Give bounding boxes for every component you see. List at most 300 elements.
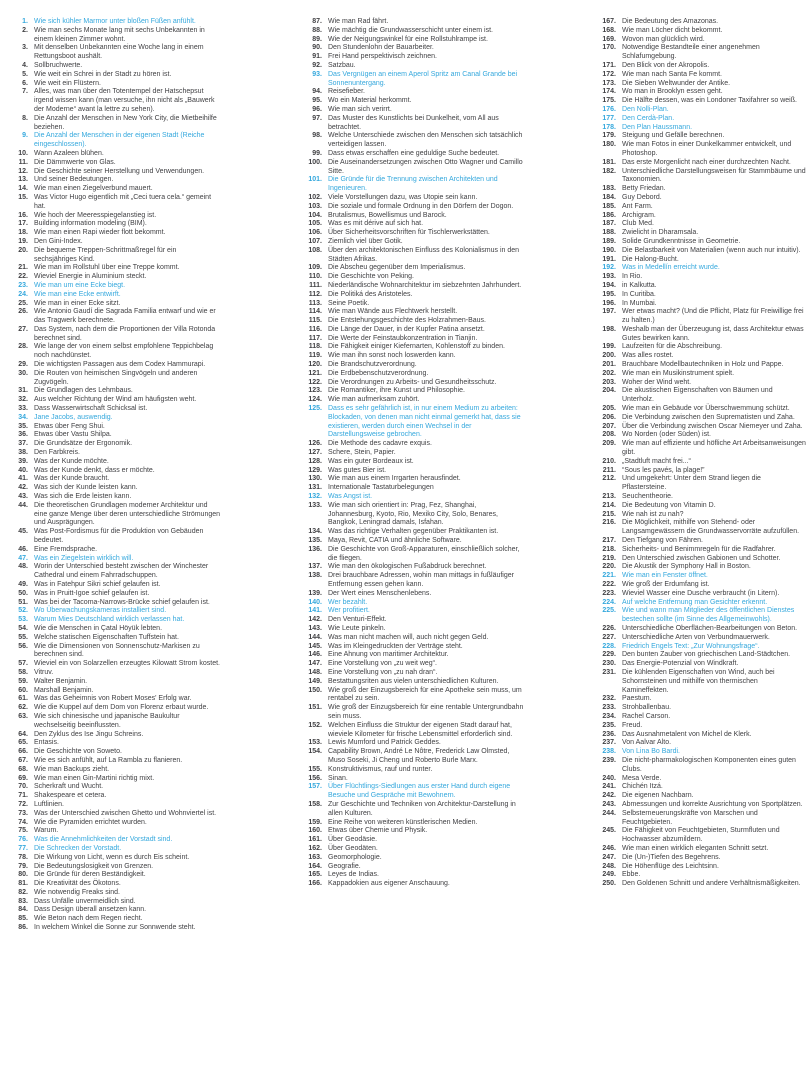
item-text: Wie die Pyramiden errichtet wurden. [34,818,147,826]
item-text: Scherkraft und Wucht. [34,783,104,791]
list-item [592,871,806,880]
list-item [298,563,524,572]
list-item [4,739,220,748]
list-item [298,159,524,177]
item-number: 227. [602,633,616,641]
item-number: 209. [602,440,616,448]
item-number: 141. [308,607,322,615]
item-number: 44. [18,501,28,509]
item-text: Der Wert eines Menschenlebens. [328,589,432,597]
item-number: 64. [18,730,28,738]
list-item [298,643,524,652]
item-number: 95. [312,97,322,105]
item-text: Shakespeare et cetera. [34,792,107,800]
item-text: Leyes de Indias. [328,871,379,879]
list-item [592,757,806,775]
list-item [298,590,524,599]
item-number: 168. [602,26,616,34]
item-number: 166. [308,880,322,888]
item-number: 234. [602,712,616,720]
list-item [298,871,524,880]
list-item-link[interactable] [4,414,220,423]
item-text: Wie es sich anfühlt, auf La Rambla zu flanieren. [34,756,183,764]
list-item [4,423,220,432]
list-item-link[interactable] [592,115,806,124]
item-number: 236. [602,730,616,738]
item-text: Brauchbare Modellbautechniken in Holz und Pappe. [622,361,784,369]
list-item [4,775,220,784]
item-number: 60. [18,686,28,694]
list-item [4,898,220,907]
item-text[interactable]: Die Anzahl der Menschen in der eigenen Stadt (Reiche eingeschlossen). [34,132,205,149]
item-number: 41. [18,475,28,483]
item-number: 130. [308,475,322,483]
list-item [592,713,806,722]
list-item [298,528,524,537]
list-item [592,80,806,89]
item-number: 20. [18,246,28,254]
item-number: 230. [602,660,616,668]
item-text[interactable]: Wie man ein Fenster öffnet. [622,572,708,580]
list-item-link[interactable] [592,599,806,608]
item-text: Wie die Kuppel auf dem Dom von Florenz erbaut wurde. [34,704,209,712]
list-item [298,106,524,115]
item-text: Laufzeiten für die Abschreibung. [622,343,723,351]
list-item-link[interactable] [4,18,220,27]
item-text: Die Fähigkeit einiger Kiefernarten, Kohlenstoff zu binden. [328,343,505,351]
item-text: Seuchentheorie. [622,493,673,501]
item-text: Wie weit ein Flüstern. [34,79,101,87]
item-text: Reisefieber. [328,88,365,96]
item-text[interactable]: Jane Jacobs, auswendig. [34,413,113,421]
item-text: Dass etwas erschaffen eine geduldige Suche bedeutet. [328,149,500,157]
list-item [592,27,806,36]
list-item-link[interactable] [4,555,220,564]
item-number: 128. [308,457,322,465]
item-text[interactable]: Den Plan Haussmann. [622,123,693,131]
item-number: 90. [312,44,322,52]
item-number: 201. [602,361,616,369]
list-item [592,36,806,45]
item-number: 101. [308,176,322,184]
item-number: 70. [18,783,28,791]
list-item-link[interactable] [298,405,524,440]
list-item-link[interactable] [592,748,806,757]
list-item-link[interactable] [298,71,524,89]
item-text: Was ein guter Bordeaux ist. [328,457,414,465]
item-number: 195. [602,290,616,298]
item-number: 179. [602,132,616,140]
list-item [4,581,220,590]
list-item [4,748,220,757]
list-column-3 [592,18,806,889]
list-item [298,53,524,62]
item-text[interactable]: Was Angst ist. [328,493,373,501]
item-text[interactable]: Auf welche Entfernung man Gesichter erkennt. [622,598,768,606]
list-item [4,863,220,872]
item-number: 108. [308,246,322,254]
item-number: 250. [602,880,616,888]
list-item [4,757,220,766]
item-number: 205. [602,405,616,413]
item-number: 165. [308,871,322,879]
list-item-link[interactable] [4,607,220,616]
list-item-link[interactable] [4,845,220,854]
list-item [298,115,524,133]
item-text: Wie lange der von einem selbst empfohlene Teppichbelag noch nachdünstet. [34,343,214,360]
item-text: Das erste Morgenlicht nach einer durchzechten Nacht. [622,158,791,166]
list-item-link[interactable] [592,124,806,133]
list-item [592,282,806,291]
list-item [592,326,806,344]
item-number: 191. [602,255,616,263]
item-text[interactable]: Dass es sehr gefährlich ist, in nur einem Medium zu arbeiten: Blockaden, von denen man nicht einmal gemerkt hat, dass sie existieren, werden durch einen Wechsel in der Darstellungsweise gebrochen. [328,405,521,439]
list-item [592,695,806,704]
list-item [298,801,524,819]
list-item-link[interactable] [592,572,806,581]
item-text: Solide Grundkenntnisse in Geometrie. [622,237,741,245]
item-text[interactable]: Das Vergnügen an einem Aperol Spritz am Canal Grande bei Sonnenuntergang. [328,70,518,87]
item-text: Dass Design überall ansetzen kann. [34,906,147,914]
list-item [298,229,524,238]
list-item [592,256,806,265]
item-text[interactable]: Die Schrecken der Vorstadt. [34,844,122,852]
item-text: Was in Pruitt-Igoe schief gelaufen ist. [34,589,150,597]
item-number: 23. [18,281,28,289]
item-text: Was es mit dérive auf sich hat. [328,220,424,228]
list-item [4,449,220,458]
item-number: 53. [18,616,28,624]
item-number: 134. [308,528,322,536]
item-number: 132. [308,493,322,501]
list-item-link[interactable] [592,643,806,652]
list-item [298,97,524,106]
list-item [592,854,806,863]
list-item [592,405,806,414]
item-number: 75. [18,827,28,835]
item-number: 173. [602,79,616,87]
item-text: Das System, nach dem die Proportionen der Villa Rotonda berechnet sind. [34,325,216,342]
item-text: Die Anzahl der Menschen in New York City, die Mietbeihilfe beziehen. [34,114,217,131]
list-item [4,528,220,546]
item-number: 156. [308,774,322,782]
item-number: 220. [602,563,616,571]
item-text: Die eigenen Nachbarn. [622,792,694,800]
item-text[interactable]: Wie sich kühler Marmor unter bloßen Füßen anfühlt. [34,18,196,25]
item-number: 235. [602,721,616,729]
item-number: 94. [312,88,322,96]
item-number: 123. [308,387,322,395]
item-number: 172. [602,70,616,78]
item-text[interactable]: Warum Mies Deutschland wirklich verlassen hat. [34,616,185,624]
item-number: 214. [602,501,616,509]
item-number: 3. [22,44,28,52]
item-number: 25. [18,299,28,307]
item-number: 98. [312,132,322,140]
item-text: Worin der Unterschied besteht zwischen der Winchester Cathedral und einem Fahrradschuppen. [34,563,209,580]
item-text[interactable]: Wer bezahlt. [328,598,368,606]
item-text: Den Gini-Index. [34,237,83,245]
list-item [298,660,524,669]
item-text[interactable]: Die Gründe für die Trennung zwischen Architekten und Ingenieuren. [328,176,498,193]
list-item [592,563,806,572]
item-text[interactable]: Wer profitiert. [328,607,370,615]
item-number: 83. [18,897,28,905]
item-number: 207. [602,422,616,430]
item-text: Die Sieben Weltwunder der Antike. [622,79,731,87]
list-item [298,458,524,467]
item-text: Sinan. [328,774,348,782]
item-text: Was der Kunde braucht. [34,475,110,483]
list-item [592,634,806,643]
list-item [592,300,806,309]
item-text: Wie man in einer Ecke sitzt. [34,299,121,307]
item-number: 245. [602,827,616,835]
item-text: Rachel Carson. [622,712,671,720]
item-number: 109. [308,264,322,272]
list-item [592,423,806,432]
list-item [4,827,220,836]
list-item [592,132,806,141]
item-number: 240. [602,774,616,782]
item-text: Wie die Dimensionen von Sonnenschutz-Markisen zu berechnen sind. [34,642,200,659]
item-number: 58. [18,668,28,676]
list-item [4,458,220,467]
list-item [4,563,220,581]
list-item-link[interactable] [298,176,524,194]
item-number: 21. [18,264,28,272]
item-text: Was Post-Fordismus für die Produktion von Gebäuden bedeutet. [34,528,204,545]
list-item [298,475,524,484]
item-number: 210. [602,457,616,465]
item-text: Viele Vorstellungen dazu, was Utopie sein kann. [328,193,478,201]
item-text: Was im Kleingedruckten der Verträge steht. [328,642,463,650]
list-item [592,704,806,713]
list-item-link[interactable] [4,616,220,625]
item-number: 24. [18,290,28,298]
list-item [4,220,220,229]
list-item-link[interactable] [4,132,220,150]
item-text: In Curitiba. [622,290,656,298]
list-item [592,62,806,71]
item-number: 181. [602,158,616,166]
item-text: Wie mächtig die Grundwasserschicht unter einem ist. [328,26,493,34]
item-number: 63. [18,712,28,720]
item-text: Den Venturi-Effekt. [328,616,387,624]
list-item-link[interactable] [298,783,524,801]
list-item [4,924,220,933]
item-number: 96. [312,105,322,113]
list-item [4,229,220,238]
item-text: Wie sich chinesische und japanische Baukultur wechselseitig beeinflussten. [34,712,180,729]
item-text: Wie man Rad fährt. [328,18,389,25]
list-item [592,783,806,792]
item-text: Die Fähigkeit von Feuchtgebieten, Sturmfluten und Hochwasser abzumildern. [622,827,780,844]
item-text: Frei Hand perspektivisch zeichnen. [328,53,437,61]
list-item-link[interactable] [592,607,806,625]
item-number: 12. [18,167,28,175]
item-text: Wovon man glücklich wird. [622,35,705,43]
item-number: 186. [602,211,616,219]
list-item [4,27,220,45]
item-number: 246. [602,844,616,852]
list-item [592,722,806,731]
list-item [298,467,524,476]
list-item [298,335,524,344]
item-text: Wie man Wände aus Flechtwerk herstellt. [328,308,458,316]
item-text: Die Abscheu gegenüber dem Imperialismus. [328,264,466,272]
item-number: 105. [308,220,322,228]
list-item [4,546,220,555]
item-text: Wie der Neigungswinkel für eine Rollstuhlrampe ist. [328,35,488,43]
item-number: 71. [18,792,28,800]
item-text: Bestattungsriten aus vielen unterschiedlichen Kulturen. [328,677,499,685]
item-text: Woher der Wind weht. [622,378,692,386]
list-item [298,687,524,705]
list-item [4,176,220,185]
item-number: 213. [602,493,616,501]
list-item [592,352,806,361]
list-item [592,414,806,423]
item-text[interactable]: Den Cerdà-Plan. [622,114,675,122]
list-item [4,238,220,247]
list-item [4,801,220,810]
item-text: Wieviel Energie in Aluminium steckt. [34,273,147,281]
list-item-link[interactable] [4,836,220,845]
item-number: 144. [308,633,322,641]
list-item [298,238,524,247]
list-item [4,915,220,924]
item-number: 223. [602,589,616,597]
list-item [592,308,806,326]
item-number: 129. [308,466,322,474]
item-text[interactable]: Wie und wann man Mitglieder des öffentlichen Dienstes bestechen sollte (im Sinne des Allgemeinwohls). [622,607,795,624]
item-text: Selbsterneuerungskräfte von Marschen und Feuchtgebieten. [622,809,758,826]
item-text[interactable]: Den Nolli-Plan. [622,105,669,113]
item-text[interactable]: Was in Medellín erreicht wurde. [622,264,720,272]
item-number: 164. [308,862,322,870]
list-item [592,238,806,247]
item-number: 77. [18,844,28,852]
item-text: Was der Kunde möchte. [34,457,109,465]
item-number: 149. [308,677,322,685]
item-text: Ebbe. [622,871,641,879]
list-item [592,555,806,564]
list-item-link[interactable] [298,607,524,616]
list-item-link[interactable] [4,282,220,291]
list-item [298,282,524,291]
item-text: Den Zyklus des Ise Jingu Schreins. [34,730,144,738]
item-number: 119. [308,352,322,360]
item-text[interactable]: Wie man um eine Ecke biegt. [34,281,126,289]
item-text: Eine Vorstellung von „zu nah dran“. [328,668,438,676]
list-item [592,511,806,520]
item-text[interactable]: Was die Annehmlichkeiten der Vorstadt sind. [34,836,173,844]
list-item [4,343,220,361]
item-text: Zwielicht in Dharamsala. [622,229,699,237]
item-number: 78. [18,853,28,861]
item-text[interactable]: Über Flüchtlings-Siedlungen aus erster Hand durch eigene Besuche und Gespräche mit Bewohnern. [328,783,511,800]
list-item [4,704,220,713]
item-text: Den Blick von der Akropolis. [622,61,710,69]
item-text[interactable]: Wo Überwachungskameras installiert sind. [34,607,167,615]
list-item [298,194,524,203]
item-text[interactable]: Von Lina Bo Bardi. [622,748,680,756]
item-text: Wie nah ist zu nah? [622,510,684,518]
item-text: Dass Unfälle unvermeidlich sind. [34,897,136,905]
list-item [4,669,220,678]
item-number: 125. [308,405,322,413]
item-text: Das Energie-Potenzial von Windkraft. [622,660,739,668]
list-item [298,264,524,273]
list-item [592,44,806,62]
item-number: 84. [18,906,28,914]
list-item [592,739,806,748]
list-item [592,845,806,854]
list-item [4,115,220,133]
item-text: Paestum. [622,695,652,703]
item-text: Die Erdbebenschutzverordnung. [328,369,429,377]
item-number: 31. [18,387,28,395]
list-item-link[interactable] [298,493,524,502]
list-item [298,775,524,784]
list-item [592,880,806,889]
list-item [4,625,220,634]
list-item-link[interactable] [298,599,524,608]
item-number: 46. [18,545,28,553]
list-item [4,212,220,221]
item-number: 54. [18,624,28,632]
item-number: 30. [18,369,28,377]
list-item-link[interactable] [592,264,806,273]
item-text: Welchen Einfluss die Struktur der eigenen Stadt darauf hat, wieviele Kilometer für frische Lebensmittel erforderlich sind. [328,721,513,738]
list-item [592,194,806,203]
item-text: Capability Brown, André Le Nôtre, Frederick Law Olmsted, Muso Soseki, Ji Cheng und Roberto Burle Marx. [328,748,510,764]
item-text[interactable]: Wie man eine Ecke entwirft. [34,290,121,298]
list-item [4,440,220,449]
item-number: 34. [18,413,28,421]
item-number: 48. [18,563,28,571]
item-number: 151. [308,704,322,712]
item-text: Wer etwas macht? (Und die Pflicht, Platz für Freiwillige frei zu halten.) [622,308,804,325]
item-text: Eine Ahnung von maritimer Architektur. [328,651,449,659]
list-item [592,519,806,537]
item-text[interactable]: Friedrich Engels Text: „Zur Wohnungsfrage“. [622,642,760,650]
list-item [592,387,806,405]
item-number: 107. [308,237,322,245]
item-text: Die Bedeutung des Amazonas. [622,18,719,25]
list-item [298,766,524,775]
list-item-link[interactable] [4,291,220,300]
list-item [4,396,220,405]
item-text[interactable]: Was ein Ziegelstein wirklich will. [34,554,134,562]
item-text: Wie man ein Gebäude vor Überschwemmung schützt. [622,405,790,413]
list-item-link[interactable] [592,106,806,115]
item-text: Den Unterschied zwischen Gabionen und Schotter. [622,554,781,562]
list-item [4,405,220,414]
list-item [4,387,220,396]
item-text: Die Gründe für deren Beständigkeit. [34,871,146,879]
list-item [4,300,220,309]
list-item [298,546,524,564]
list-item [298,739,524,748]
item-number: 158. [308,800,322,808]
item-number: 88. [312,26,322,34]
item-number: 7. [22,88,28,96]
item-number: 38. [18,449,28,457]
list-item [4,475,220,484]
list-item [592,660,806,669]
